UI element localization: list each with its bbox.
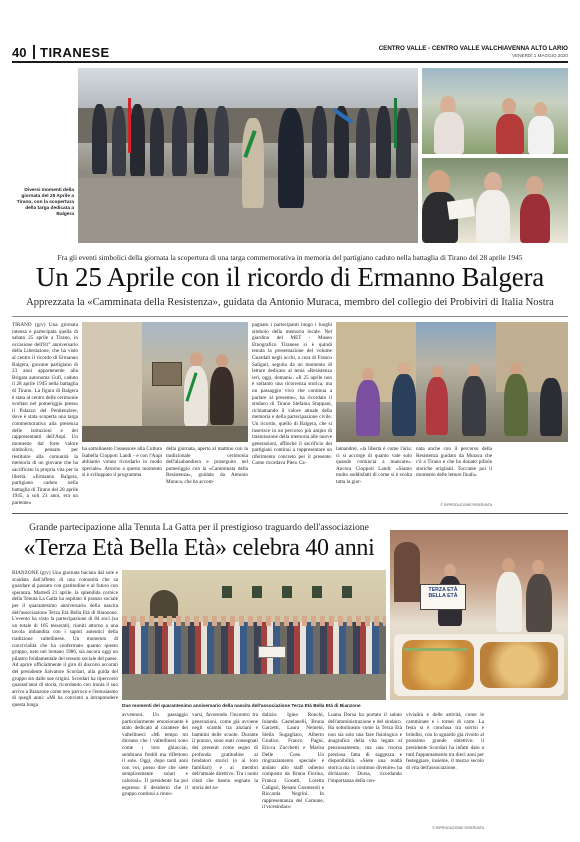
article1-kicker: Fra gli eventi simbolici della giornata la scopertura di una targa commemorativa in memoria del partigiano caduto nella battaglia di Tirano del 28 aprile 1945 (57, 253, 523, 262)
article-separator (12, 513, 568, 514)
page-number: 40 (12, 45, 27, 60)
header-date: VENERDÌ 1 MAGGIO 2020 (512, 53, 568, 58)
article1-copyright: © RIPRODUZIONE RISERVATA (440, 503, 492, 507)
article2-column-6: vivialità e delle attività, come le camminate e i tornei di carte. La festa si è conclusa tra sorrisi e brindisi, con lo sguardo già rivolto al prossimo grande obiettivo: il presidente Scordari ha infatti dato a tutti l'appuntamento tra dieci anni per festeggiare, insieme, il mezzo secolo di vita dell'associazione. (406, 712, 484, 771)
page-number-divider (33, 45, 35, 59)
article1-subtitle: Apprezzata la «Camminata della Resistenza», guidata da Antonio Muraca, membro del collegio dei Probiviri di Italia Nostra (26, 297, 554, 308)
article2-column-5: Luana Dorsa ha portato il saluto dell'amministrazione e del sindaco. Ha sottolineato come la Terza Età non sia solo una fase fisiologica e anagrafica della vita legata al pensionamento, ma una risorsa preziosa fatta di saggezza e disponibilità. «Siete una realtà storica ma in continuo divenire» ha dichiarato Dorsa, ricordando l'importanza della con- (328, 712, 402, 784)
photo-cake (390, 530, 568, 700)
header-region: CENTRO VALLE - CENTRO VALLE VALCHIAVENNA ALTO LARIO (378, 45, 568, 52)
article1-column-6: nata anche con il percorso della Resistenza guidato da Muraca che c'è a Tirano e che ha donato pillole storiche originali. Toccante poi il momento delle letture finali». (416, 446, 492, 479)
article1-column-4: pagnato i partecipanti lungo i luoghi simbolo della memoria locale. Nel giardino del MET - Museo Etnografico Tiranese si è quindi tenuta la presentazione del volume Guardali negli occhi, a cura di Franco Saligari, seguita da un momento di letture dedicato al tema «Resistenza ieri, oggi, domani». «Il 25 aprile non è soltanto una ricorrenza storica, ma un passaggio vivo che continua a parlare al presente», ha ricordato il sindaco di Tirano Stefania Stoppani, richiamando il valore attuale della memoria e della partecipazione civile. Un ricordo, quello di Balgera, che si inserisce in un percorso più ampio di trasmissione della memoria alle nuove generazioni, affinché il sacrificio dei partigiani continui a rappresentare un riferimento concreto per il presente. Come ricordava Piero Ca- (252, 322, 332, 467)
photo-reading-right (422, 158, 568, 243)
article1-column-5: lamandrei, «la libertà è come l'aria: ci si accorge di quanto vale solo quando comincia a mancare». Ancora Cioppoti Landi: «Siamo molto soddisfatti di come si è svolta tutta la gior- (336, 446, 412, 485)
photo-plaque-unveiling (82, 322, 248, 442)
article2-column-1: BIANZONE (grv) Una giornata baciata dal sole e scaldata dall'affetto di una comunità che sa guardare al passato con gratitudine e al futuro con speranza. Martedì 21 aprile, la splendida cornice della Tenuta La Gatta ha ospitato il pranzo sociale per il quarantesimo anniversario della nascita dell'associazione Terza Età Bella Età di Bianzone. L'evento ha visto la partecipazione di 84 soci (su un totale di 105 tesserati), riuniti attorno a una tavola imbandita con i sapori autentici della tradizione valtellinese. Un momento di convivialità che ha confermato quanto questo gruppo, nato nel lontano 1986, sia ancora oggi un pilastro fondamentale del tessuto sociale del paese. Ad aprire ufficialmente il giro di discorsi accorati del presidente Salvatore Scordari, alla guida del gruppo sin dalle sue origini. Scordari ha ripercorso quarant'anni di storia, ricordando con ironia il suo arrivo a Bianzone come neo parroco e l'entusiasmo di quegli anni: «Mi ha convinto a intraprendere questa lunga (12, 570, 118, 708)
photo-balcony-right (422, 68, 568, 154)
article2-column-3: varsi, favorendo l'incontro tra generazioni, come già avviene negli scambi tra anziani e bambini delle scuole. Durante il pranzo, sono stati consegnati dei presenti come segno di profonda gratitudine ai fondatori storici (o ai loro familiari) e ai membri dell'attuale direttivo. Tra i nomi citati che hanno segnato la storia del so- (192, 712, 258, 791)
cake-banner: TERZA ETÀ BELLA ETÀ (420, 584, 466, 610)
article2-kicker: Grande partecipazione alla Tenuta La Gatta per il prestigioso traguardo dell'associazione (29, 522, 369, 533)
article2-copyright: © RIPRODUZIONE RISERVATA (432, 826, 484, 830)
article2-photo-caption: Due momenti del quarantesimo anniversario della nascita dell'associazione Terza Età Bella Età di Bianzone (122, 703, 361, 708)
article2-column-4: dalizio: Igino Ronchi, Iolanda Castelanelli, Bruna Garzetti, Laura Nemeni, Stella Sugagliaro, Alberto Giudice, Franco Pagni, Ericca Zucchetti e Marisa Delle Cose. Un ringraziamento speciale è andato allo staff odierno composto da Bruna Fiorina, Franca Gosatti, Loretta Caligari, Renato Gusmeroli e Riccarda Negrini. In rappresentanza del Comune, il vicesindaco (262, 712, 324, 811)
header-rule (12, 61, 568, 63)
photo-ceremony (78, 68, 418, 243)
article1-title: Un 25 Aprile con il ricordo di Ermanno Balgera (35, 262, 545, 292)
article1-rule (12, 316, 568, 317)
article1-column-3: della giornata, aperto al mattino con la tradizionale cerimonia dell'alzabandiera e proseguito nel pomeriggio con la «Camminata della Resistenza», guidata da Antonio Muraca, che ha accom- (166, 446, 248, 485)
article1-column-1: TIRANO (grv) Una giornata intensa e partecipata quella di sabato 25 aprile a Tirano, in occasione dell'81° anniversario della Liberazione, che ha visto al centro il ricordo di Ermanno Balgera, giovane partigiano di 23 anni appartenente alla Brigata autonoma Gufi, caduto il 28 aprile 1945 nella battaglia di Tirano. La figura di Balgera è stata al centro delle cerimonie svoltasi nel pomeriggio presso il Palazzo del Penitenziere, dove è stata scoperta una targa commemorativa alla presenza delle istituzioni e dei rappresentanti dell'Anpi. Un momento dal forte valore simbolico, pensato per restituire alla comunità la memoria di un giovane che ha sacrificato la propria vita per la libertà. «Ermanno Balgera, partigiano caduto nella battaglia di Tirano del 28 aprile 1945, a soli 23 anni, era un partente» (12, 322, 78, 506)
article2-title: «Terza Età Bella Età» celebra 40 anni (23, 535, 375, 561)
photo-group (122, 570, 386, 700)
article1-column-2: ha sottolineato l'assessore alla Cultura Isabella Cioppoti Landi - e con l'Anpi abbiamo voluto ricordarlo in modo speciale». Attorno a questo momento si è sviluppato il programma (82, 446, 162, 479)
article2-column-2: avventura. Un passaggio particolarmente emozionante è stato dedicato al carattere dei valtellinesi: «Mi tempo mi diceano che i valtellinesi sono come i loro ghiacciai, sembrano freddi ma riflettono il sole. Oggi, dopo tanti anni con voi, posso dire che siete semplicemente solari e calorosi». Il presidente ha poi espresso il desiderio che il gruppo continui a rinno- (122, 712, 188, 798)
section-title: TIRANESE (40, 45, 110, 60)
article1-photo-caption: Diversi momenti della giornata del 25 Aprile a Tirano, con la scopertura della targa dedicata a Balgera (16, 188, 74, 217)
photo-resistance-walk (336, 322, 568, 442)
